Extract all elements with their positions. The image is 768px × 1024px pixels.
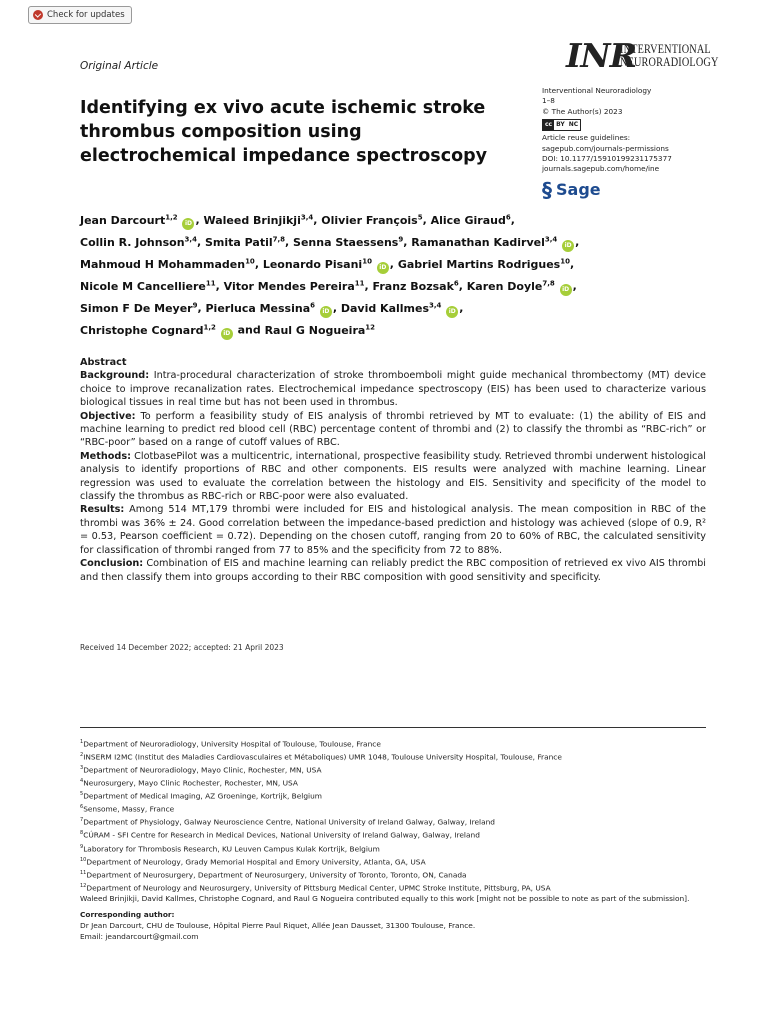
check-for-updates-button[interactable]: [28, 6, 132, 24]
affiliation-number: 10: [80, 856, 87, 863]
author-name: Ramanathan Kadirvel: [411, 235, 545, 249]
abstract: [80, 356, 706, 584]
author[interactable]: [263, 258, 372, 271]
author-affil-sup: 6: [310, 301, 315, 310]
author-affil-sup: 1,2: [203, 323, 216, 332]
check-updates-icon: [33, 10, 43, 20]
abstract-section-label: Conclusion:: [80, 558, 144, 570]
author-name: Franz Bozsak: [372, 279, 454, 293]
affiliation-number: 11: [80, 869, 87, 876]
author[interactable]: [321, 214, 422, 227]
author-separator: ,: [196, 235, 205, 249]
author-separator: ,: [195, 213, 204, 227]
affiliation-number: 6: [80, 804, 84, 811]
affiliation-text: Laboratory for Thrombosis Research, KU Leuven Campus Kulak Kortrijk, Belgium: [83, 843, 380, 853]
author-name: Vitor Mendes Pereira: [223, 279, 355, 293]
affiliation-text: Sensome, Massy, France: [83, 804, 175, 814]
author-affil-sup: 7,8: [272, 235, 286, 244]
affiliation-number: 2: [80, 752, 84, 759]
author-affil-sup: 3,4: [184, 235, 197, 244]
corresponding-email[interactable]: Email: jeandarcourt@gmail.com: [80, 931, 199, 941]
author-name: Waleed Brinjikji: [203, 213, 301, 227]
copyright: © The Author(s) 2023: [542, 106, 623, 116]
reuse-guidelines-link[interactable]: sagepub.com/journals-permissions: [542, 143, 669, 153]
author[interactable]: [80, 280, 216, 293]
orcid-icon[interactable]: iD: [562, 240, 574, 252]
affiliation: [80, 815, 710, 828]
cc-label: cc: [543, 120, 554, 130]
abstract-section-text: To perform a feasibility study of EIS analysis of thrombi retrieved by MT to evaluate: (1) the ability of EIS and machine learning to predict red blood cell (RBC) percentage content of thrombi and (2) to classify the thrombi as “RBC-rich” or “RBC-poor” based on a range of cutoff values of RBC.: [80, 410, 706, 449]
author-name: Nicole M Cancelliere: [80, 279, 206, 293]
orcid-icon[interactable]: iD: [182, 218, 194, 230]
cc-license-icon[interactable]: [542, 119, 581, 131]
affiliation: [80, 828, 710, 841]
abstract-section-text: ClotbasePilot was a multicentric, international, prospective feasibility study. Retrieved thrombi underwent histological analysis to identify proportions of RBC and other components. EIS results were analyzed with machine learning. Linear regression was used to evaluate the correlation between the histology and EIS. Sensitivity and specificity of the model to classify the thrombus as RBC-rich or RBC-poor were also evaluated.: [80, 450, 706, 503]
journal-logo-line1: INTERVENTIONAL: [620, 42, 711, 56]
orcid-icon[interactable]: iD: [446, 306, 458, 318]
author-affil-sup: 10: [362, 257, 372, 266]
corresponding-heading: Corresponding author:: [80, 910, 175, 919]
author-affil-sup: 10: [245, 257, 255, 266]
author-separator: ,: [389, 257, 398, 271]
author-separator: ,: [422, 213, 431, 227]
affiliation: [80, 737, 710, 750]
check-for-updates-label: Check for updates: [47, 10, 125, 20]
affiliation-text: Department of Neurology, Grady Memorial Hospital and Emory University, Atlanta, GA, USA: [86, 857, 426, 867]
corresponding-author: [80, 910, 710, 942]
author-affil-sup: 9: [192, 301, 198, 310]
author-separator: ,: [569, 257, 575, 271]
author[interactable]: [398, 258, 570, 271]
affiliation-text: Department of Neuroradiology, University Hospital of Toulouse, Toulouse, France: [83, 739, 381, 749]
abstract-section-label: Background:: [80, 370, 150, 382]
received-dates: Received 14 December 2022; accepted: 21 April 2023: [80, 643, 284, 652]
doi[interactable]: DOI: 10.1177/15910199231175377: [542, 154, 672, 164]
author-separator: ,: [332, 301, 341, 315]
affiliation-number: 7: [80, 817, 84, 824]
author-affil-sup: 6: [453, 279, 459, 288]
orcid-icon[interactable]: iD: [560, 284, 572, 296]
orcid-icon[interactable]: iD: [320, 306, 332, 318]
orcid-icon[interactable]: iD: [221, 328, 233, 340]
corresponding-address: Dr Jean Darcourt, CHU de Toulouse, Hôpital Pierre Paul Riquet, Allée Jean Dausset, 31300 Toulouse, France.: [80, 920, 476, 930]
affiliation: [80, 763, 710, 776]
author[interactable]: [411, 236, 557, 249]
affiliation: [80, 842, 710, 855]
author[interactable]: [467, 280, 555, 293]
abstract-section-label: Objective:: [80, 410, 136, 422]
author-affil-sup: 11: [354, 279, 365, 288]
author-separator: ,: [197, 301, 206, 315]
author-separator: ,: [403, 235, 412, 249]
journal-logo-line2: NEURORADIOLOGY: [620, 55, 719, 69]
author[interactable]: [293, 236, 403, 249]
affiliation-number: 12: [80, 882, 87, 889]
abstract-section-text: Combination of EIS and machine learning can reliably predict the RBC composition of retrieved ex vivo AIS thrombi and then classify them into groups according to their RBC composition with good sensitivity and specificity.: [80, 558, 706, 583]
article-title: Identifying ex vivo acute ischemic stroke thrombus composition using electrochemical impedance spectroscopy: [80, 98, 488, 166]
affiliation: [80, 802, 710, 815]
affiliation: [80, 855, 710, 868]
abstract-section-text: Intra-procedural characterization of stroke thromboemboli might guide mechanical thrombectomy (MT) device choice to improve recanalization rates. Electrochemical impedance spectroscopy (EIS) has been used to characterize various biological tissues in real time but has not been used in thrombus.: [80, 370, 706, 409]
affiliation-text: Department of Physiology, Galway Neuroscience Centre, National University of Ireland Galway, Galway, Ireland: [83, 817, 495, 827]
affiliations: [80, 737, 710, 904]
author-separator: ,: [458, 279, 467, 293]
author-separator: ,: [510, 213, 515, 227]
affiliation: [80, 776, 710, 789]
abstract-section-label: Results:: [80, 504, 125, 516]
author-name: Jean Darcourt: [80, 213, 166, 227]
author[interactable]: [341, 302, 442, 315]
author-affil-sup: 11: [205, 279, 216, 288]
author-affil-sup: 12: [365, 323, 376, 332]
author-separator: and: [233, 323, 265, 337]
equal-contribution-note: Waleed Brinjikji, David Kallmes, Christophe Cognard, and Raul G Nogueira contributed equally to this work [might not be possible to note as part of the submission].: [80, 893, 690, 903]
author-affil-sup: 9: [398, 235, 404, 244]
author-affil-sup: 6: [505, 213, 511, 221]
author[interactable]: [80, 324, 216, 337]
affiliation-text: Department of Neuroradiology, Mayo Clinic, Rochester, MN, USA: [83, 765, 322, 775]
author-affil-sup: 3,4: [300, 213, 314, 221]
affiliation-text: Department of Neurology and Neurosurgery, University of Pittsburg Medical Center, UPMC Stroke Institute, Pittsburg, PA, USA: [86, 883, 551, 893]
affiliation-number: 8: [80, 830, 84, 837]
author-name: Pierluca Messina: [205, 301, 311, 315]
author-separator: ,: [572, 279, 577, 293]
affiliation: [80, 881, 710, 894]
abstract-heading: Abstract: [80, 357, 127, 368]
journal-url[interactable]: journals.sagepub.com/home/ine: [542, 164, 660, 174]
author-name: Alice Giraud: [430, 213, 506, 227]
author-name: Mahmoud H Mohammaden: [80, 257, 246, 271]
affiliation-text: Department of Neurosurgery, Department of Neurosurgery, University of Toronto, Toronto, ON, Canada: [86, 870, 467, 880]
reuse-guidelines-label: Article reuse guidelines:: [542, 133, 631, 143]
author-separator: ,: [459, 301, 464, 315]
affiliation-text: CÚRAM - SFI Centre for Research in Medical Devices, National University of Ireland Galway, Galway, Ireland: [83, 830, 480, 840]
abstract-sections: [80, 369, 706, 584]
sage-logo: [542, 177, 732, 202]
author-affil-sup: 3,4: [544, 235, 558, 244]
affiliation-number: 3: [80, 765, 84, 772]
affiliation-list: [80, 737, 710, 894]
author-affil-sup: 1,2: [165, 213, 178, 221]
author-separator: ,: [285, 235, 294, 249]
author[interactable]: [224, 280, 365, 293]
affiliation: [80, 750, 710, 763]
abstract-section: [80, 410, 706, 450]
author-name: Collin R. Johnson: [80, 235, 185, 249]
abstract-section: [80, 557, 706, 584]
affiliation-number: 5: [80, 791, 84, 798]
author-separator: ,: [254, 257, 263, 271]
author-affil-sup: 5: [417, 213, 423, 221]
author-list: [80, 208, 720, 340]
author-name: Raul G Nogueira: [264, 323, 366, 337]
author[interactable]: [80, 214, 178, 227]
journal-name: Interventional Neuroradiology: [542, 86, 652, 95]
author[interactable]: [203, 214, 313, 227]
author[interactable]: [431, 214, 511, 227]
affiliation-text: INSERM I2MC (Institut des Maladies Cardiovasculaires et Métaboliques) UMR 1048, Toulouse University Hospital, Toulouse, France: [83, 752, 562, 762]
author[interactable]: [80, 258, 255, 271]
author[interactable]: [206, 302, 316, 315]
author[interactable]: [80, 236, 197, 249]
author-separator: ,: [364, 279, 373, 293]
author-name: Senna Staessens: [293, 235, 399, 249]
author[interactable]: [205, 236, 285, 249]
author-name: Christophe Cognard: [80, 323, 204, 337]
author-name: Karen Doyle: [466, 279, 543, 293]
cc-nc-label: NC: [568, 121, 579, 129]
author[interactable]: [373, 280, 459, 293]
affiliation-number: 9: [80, 843, 84, 850]
abstract-section: [80, 503, 706, 557]
abstract-section-text: Among 514 MT,179 thrombi were included for EIS and histological analysis. The mean composition in RBC of the thrombi was 36% ± 24. Good correlation between the impedance-based prediction and histology was achieved (slope of 0.9, R² = 0.53, Pearson coefficient = 0.72). Depending on the chosen cutoff, ranging from 20 to 60% of RBC, the calculated sensitivity for classification of thrombi ranged from 77 to 85% and the specificity from 72 to 88%.: [80, 504, 706, 556]
author-affil-sup: 7,8: [542, 279, 555, 288]
author[interactable]: [265, 324, 375, 337]
affiliation-text: Neurosurgery, Mayo Clinic Rochester, Rochester, MN, USA: [83, 778, 298, 788]
publisher-name: Sage: [556, 179, 601, 199]
author-separator: ,: [575, 235, 580, 249]
abstract-section: [80, 369, 706, 409]
footnote-divider: [80, 727, 706, 728]
author-separator: ,: [313, 213, 322, 227]
affiliation-number: 1: [80, 739, 84, 745]
author[interactable]: [80, 302, 197, 315]
page-range: 1–8: [542, 96, 555, 106]
journal-logo-initials: INR: [566, 36, 637, 75]
author-separator: ,: [215, 279, 224, 293]
abstract-section-label: Methods:: [80, 450, 131, 462]
author-name: Smita Patil: [204, 235, 273, 249]
article-type: Original Article: [80, 60, 159, 72]
journal-logo: [566, 36, 719, 75]
affiliation-number: 4: [80, 778, 84, 785]
author-affil-sup: 10: [560, 257, 570, 266]
cc-by-label: BY: [556, 121, 565, 129]
affiliation: [80, 868, 710, 881]
author-name: Leonardo Pisani: [262, 257, 363, 271]
author-name: Simon F De Meyer: [80, 301, 193, 315]
abstract-section: [80, 450, 706, 504]
orcid-icon[interactable]: iD: [377, 262, 389, 274]
affiliation: [80, 789, 710, 802]
author-name: Olivier François: [321, 213, 418, 227]
journal-meta: [542, 86, 732, 202]
author-name: David Kallmes: [340, 301, 430, 315]
author-name: Gabriel Martins Rodrigues: [397, 257, 561, 271]
sage-s-logo-icon: §: [542, 177, 552, 202]
author-affil-sup: 3,4: [429, 301, 442, 310]
affiliation-text: Department of Medical Imaging, AZ Groeninge, Kortrijk, Belgium: [83, 791, 322, 801]
